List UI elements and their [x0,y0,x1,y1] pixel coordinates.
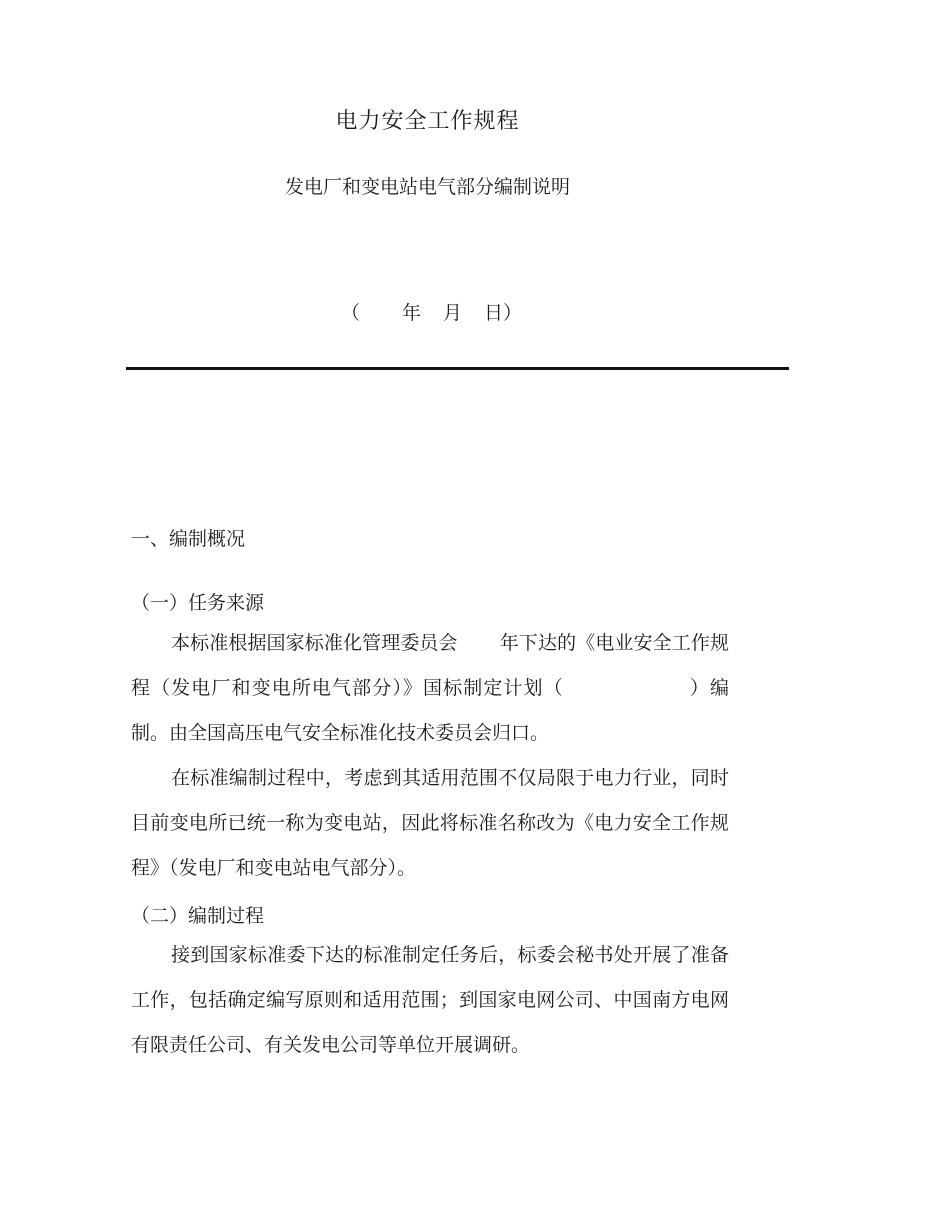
paragraph-task-source-part-4: 编制。由全国高压电气安全标准化技术委员会归口。 [131,677,729,744]
document-subtitle: 发电厂和变电站电气部分编制说明 [284,176,570,198]
subsection-heading-process: （二）编制过程 [131,905,265,927]
date-month: 月 [443,302,463,324]
date-line [341,298,522,325]
paragraph-task-source [131,621,729,756]
paragraph-process: 接到国家标准委下达的标准制定任务后，标委会秘书处开展了准备工作，包括确定编写原则和适用范围；到国家电网公司、中国南方电网有限责任公司、有关发电公司等单位开展调研。 [131,944,729,1056]
paragraph-task-source-part-3: ） [688,677,710,699]
date-open-paren: （ [341,302,361,324]
subsection-heading-task-source: （一）任务来源 [131,592,265,614]
paragraph-rename: 在标准编制过程中，考虑到其适用范围不仅局限于电力行业，同时目前变电所已统一称为变电站，因此将标准名称改为《电力安全工作规程》（发电厂和变电站电气部分）。 [131,767,729,879]
date-year: 年 [402,302,422,324]
date-day: 日） [484,302,523,324]
section-heading-1: 一、编制概况 [131,528,246,550]
document-title: 电力安全工作规程 [335,109,520,134]
paragraph-task-source-part-2: 年下达的《电业安全工作规程（发电厂和变电所电气部分）》国标制定计划（ [131,632,729,699]
horizontal-rule [126,367,789,370]
paragraph-task-source-part-1: 本标准根据国家标准化管理委员会 [171,632,458,654]
